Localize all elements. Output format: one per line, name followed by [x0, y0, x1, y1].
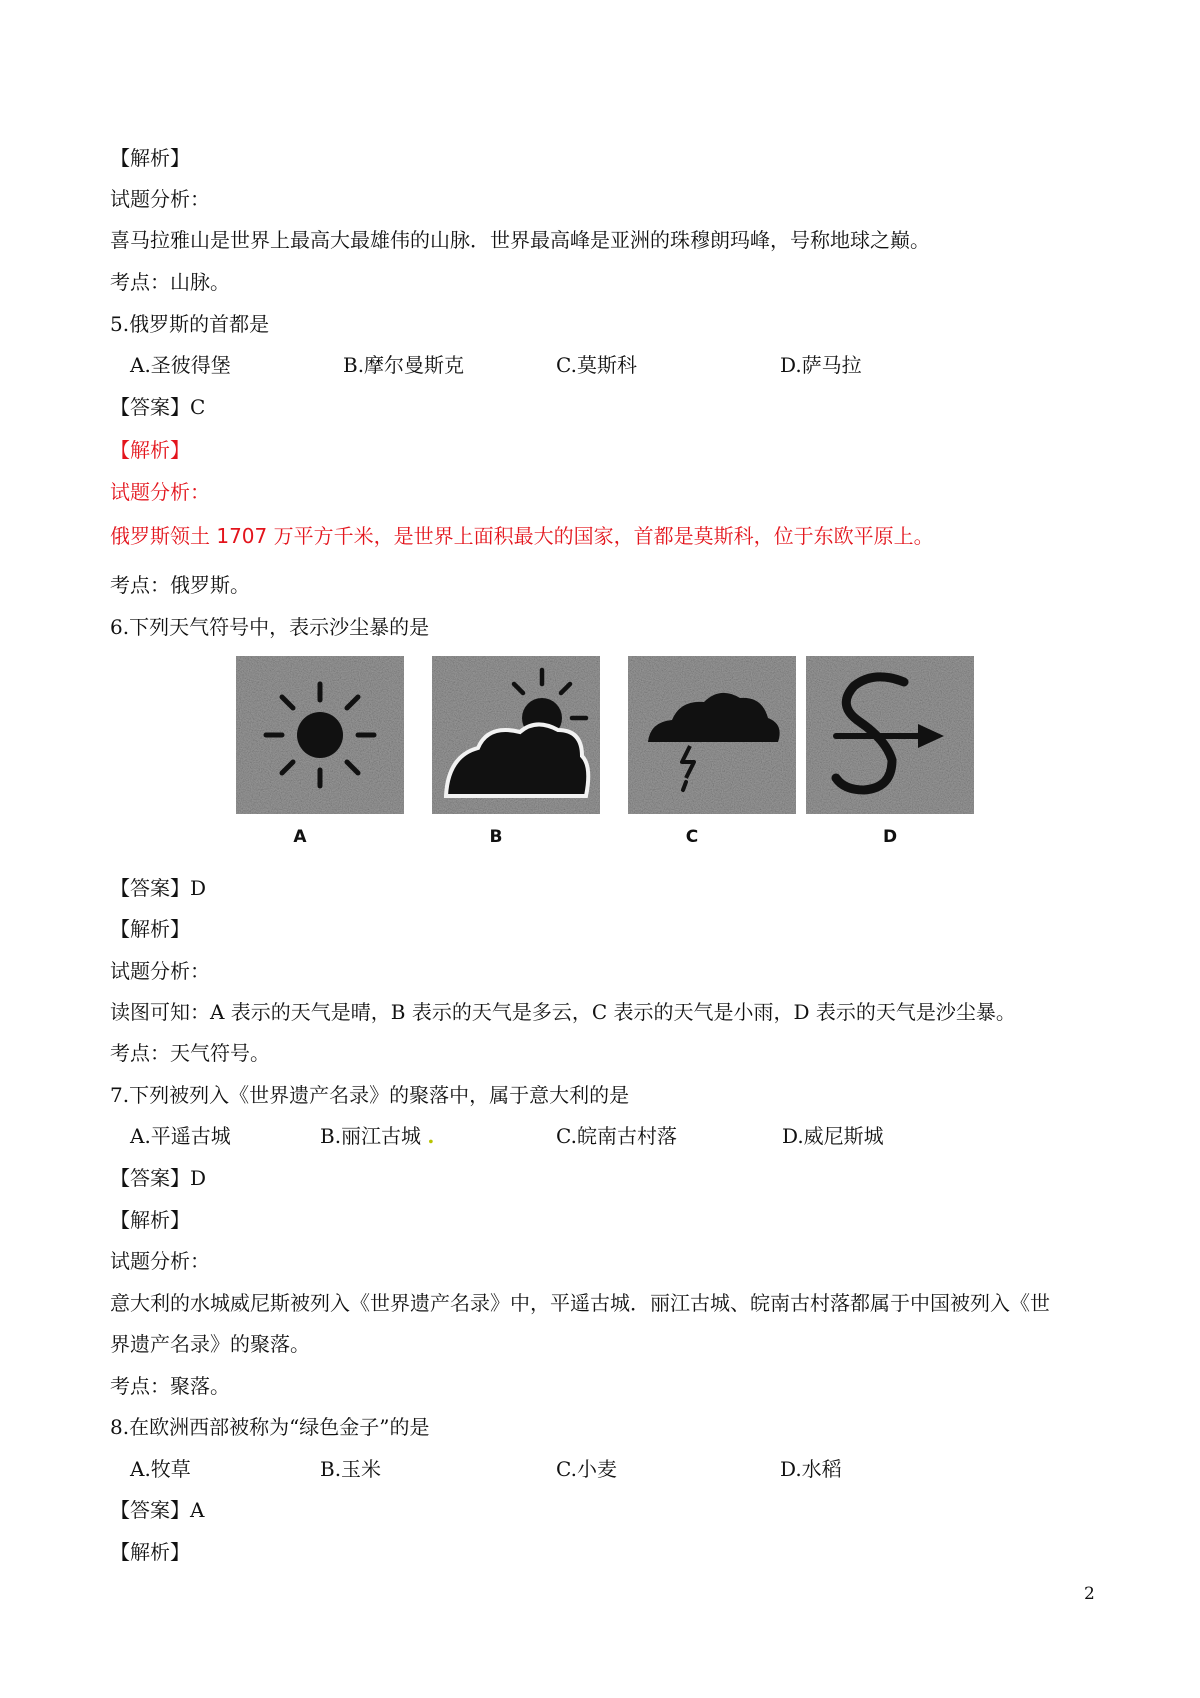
- q7-analysis-label: 试题分析：: [110, 1249, 210, 1273]
- q6-analysis-text: 读图可知：A 表示的天气是晴，B 表示的天气是多云，C 表示的天气是小雨，D 表示的天气是沙尘暴。: [110, 1000, 1016, 1024]
- q7-option-a: A.平遥古城: [130, 1124, 231, 1148]
- figure-label-a: A: [293, 827, 307, 847]
- weather-symbols-figure: [236, 650, 976, 860]
- q8-option-a: A.牧草: [130, 1457, 191, 1481]
- q4-jiexi-heading: 【解析】: [110, 146, 190, 170]
- figure-label-d: D: [882, 827, 898, 847]
- q8-jiexi-heading: 【解析】: [110, 1540, 190, 1564]
- q6-answer: 【答案】D: [110, 876, 207, 900]
- q7-option-d: D.威尼斯城: [782, 1124, 884, 1148]
- q5-option-c: C.莫斯科: [556, 353, 637, 377]
- q5-option-b: B.摩尔曼斯克: [343, 353, 465, 377]
- q8-option-c: C.小麦: [556, 1457, 617, 1481]
- light-rain-icon: [628, 656, 796, 814]
- page-number: 2: [1084, 1584, 1095, 1604]
- q5-jiexi-heading: 【解析】: [110, 438, 190, 462]
- partly-cloudy-icon: [432, 656, 600, 814]
- q7-analysis-text-2: 界遗产名录》的聚落。: [110, 1332, 310, 1356]
- q6-stem: 6.下列天气符号中，表示沙尘暴的是: [110, 615, 430, 639]
- q5-answer: 【答案】C: [110, 395, 206, 419]
- q7-kaodian: 考点：聚落。: [110, 1374, 230, 1398]
- figure-label-c: C: [685, 827, 699, 847]
- q7-option-c: C.皖南古村落: [556, 1124, 677, 1148]
- q5-analysis-text: 俄罗斯领土 1707 万平方千米，是世界上面积最大的国家，首都是莫斯科，位于东欧平原上。: [110, 524, 934, 548]
- q7-jiexi-heading: 【解析】: [110, 1208, 190, 1232]
- q5-option-d: D.萨马拉: [780, 353, 862, 377]
- figure-label-b: B: [489, 827, 503, 847]
- q7-option-b-dot: .: [427, 1124, 435, 1148]
- sun-icon: [236, 656, 404, 814]
- q8-option-d: D.水稻: [780, 1457, 842, 1481]
- q7-stem: 7.下列被列入《世界遗产名录》的聚落中，属于意大利的是: [110, 1083, 630, 1107]
- q7-option-b-text: B.丽江古城: [320, 1124, 422, 1148]
- q5-kaodian: 考点：俄罗斯。: [110, 573, 250, 597]
- q4-analysis-label: 试题分析：: [110, 187, 210, 211]
- q8-answer: 【答案】A: [110, 1498, 205, 1522]
- q6-kaodian: 考点：天气符号。: [110, 1041, 270, 1065]
- q8-option-b: B.玉米: [320, 1457, 382, 1481]
- q7-analysis-text-1: 意大利的水城威尼斯被列入《世界遗产名录》中，平遥古城．丽江古城、皖南古村落都属于中国被列入《世: [110, 1291, 1050, 1315]
- q4-analysis-text: 喜马拉雅山是世界上最高大最雄伟的山脉．世界最高峰是亚洲的珠穆朗玛峰，号称地球之巅。: [110, 228, 930, 252]
- sandstorm-icon: [806, 656, 974, 814]
- q4-kaodian: 考点：山脉。: [110, 270, 230, 294]
- q6-jiexi-heading: 【解析】: [110, 917, 190, 941]
- q8-stem: 8.在欧洲西部被称为“绿色金子”的是: [110, 1415, 430, 1439]
- q5-stem: 5.俄罗斯的首都是: [110, 312, 270, 336]
- q7-option-b: [320, 1122, 434, 1150]
- q5-analysis-label: 试题分析：: [110, 480, 210, 504]
- q6-analysis-label: 试题分析：: [110, 959, 210, 983]
- q7-answer: 【答案】D: [110, 1166, 207, 1190]
- q5-option-a: A.圣彼得堡: [130, 353, 231, 377]
